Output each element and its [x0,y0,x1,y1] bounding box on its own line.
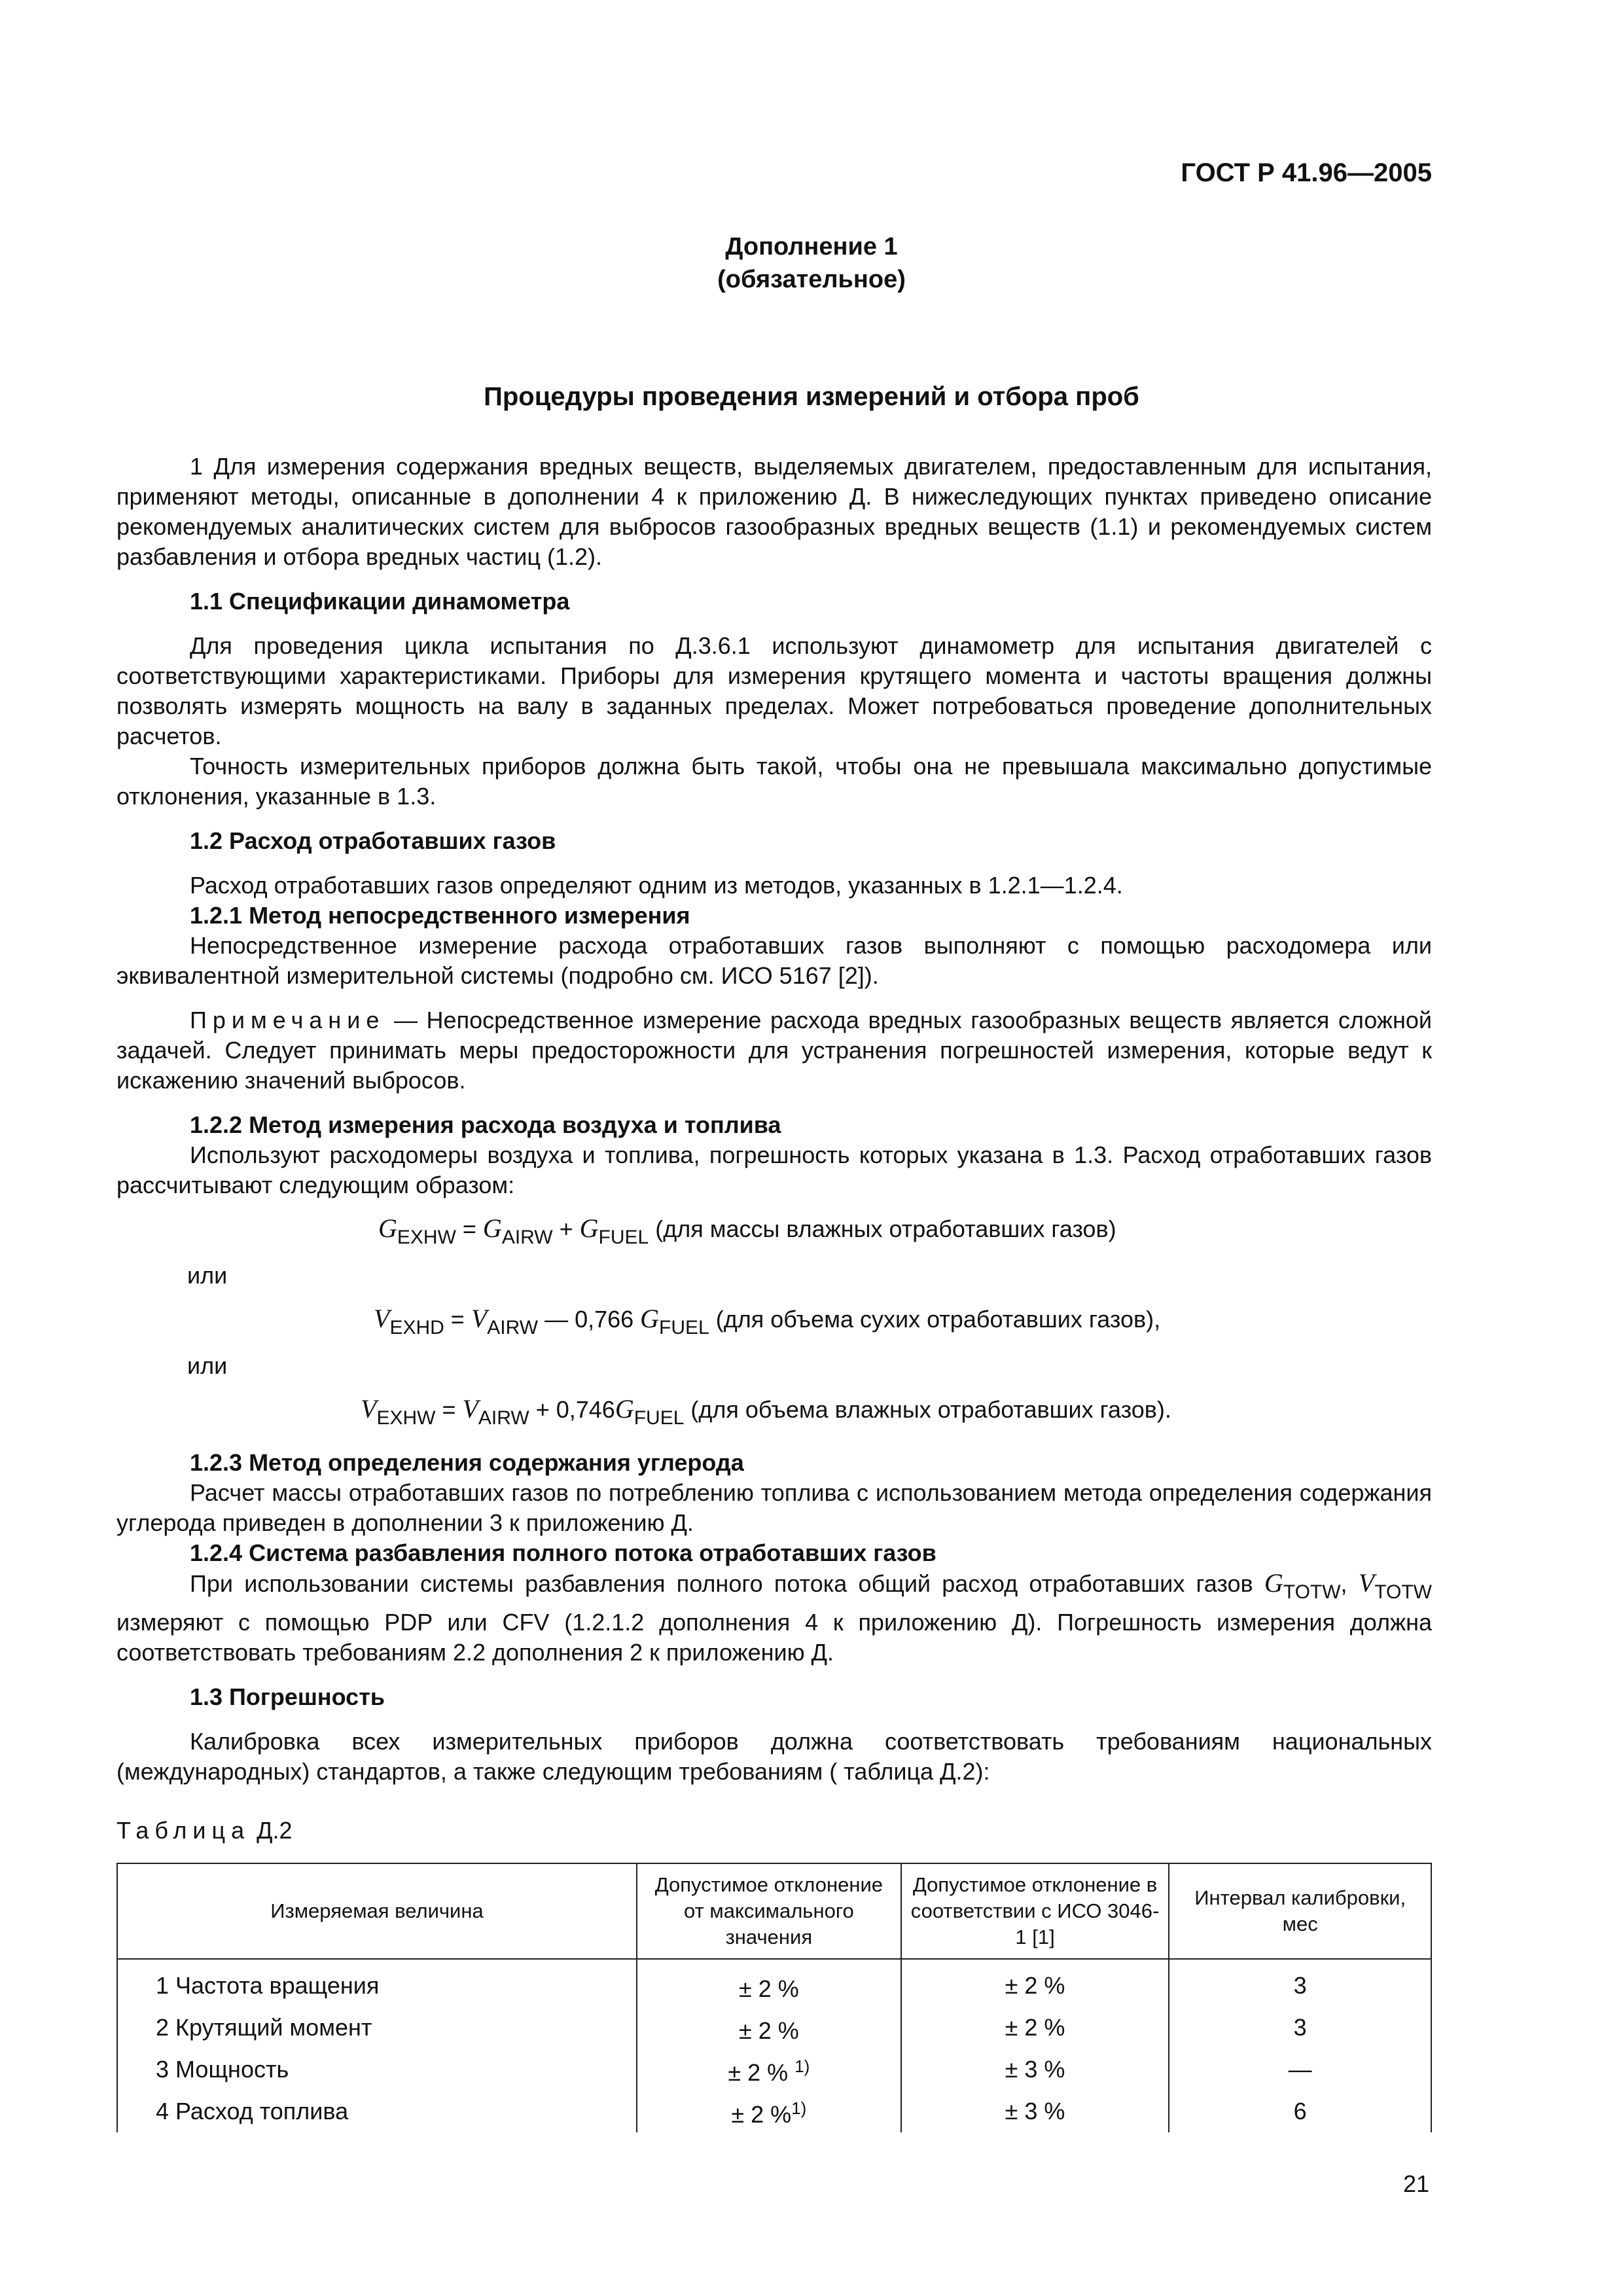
table-header-cell: Измеряемая величина [117,1863,637,1959]
document-code: ГОСТ Р 41.96—2005 [1181,158,1432,187]
paragraph-1-2-1: Непосредственное измерение расхода отработавших газов выполняют с помощью расходомера или эквивалентной измерительной системы (подробно см. ИСО 5167 [2]). [116,932,1432,989]
table-cell: ± 3 % [901,2049,1169,2090]
table-cell: 2 Крутящий момент [117,2007,637,2049]
table-header-cell: Допустимое отклонение в соответствии с ИСО 3046-1 [1] [901,1863,1169,1959]
table-cell: ± 3 % [901,2090,1169,2132]
annex-heading [0,230,1623,296]
calibration-table [116,1863,1432,2132]
table-cell: ± 2 % [901,1959,1169,2007]
table-cell: 1 Частота вращения [117,1959,637,2007]
table-cell: 4 Расход топлива [117,2090,637,2132]
footnote-mark: 1) [794,2056,810,2076]
formula-volume-dry: $V_{EXHD} = V_{AIRW}$ — 0,766 $G_{FUEL}$ (для объема сухих отработавших газов), [374,1304,1161,1338]
formula-volume-wet: $V_{EXHW} = V_{AIRW} + 0,746G_{FUEL}$ (для объема влажных отработавших газов). [361,1394,1171,1429]
table-row [117,2007,1431,2049]
or-connector-2: или [187,1352,228,1379]
heading-1-1: 1.1 Спецификации динамометра [190,588,570,615]
paragraph-1-1b: Точность измерительных приборов должна быть такой, чтобы она не превышала максимально допустимые отклонения, указанные в 1.3. [116,753,1432,810]
table-cell: ± 2 % [901,2007,1169,2049]
table-cell: ± 2 % $^{1)}$ [637,2049,901,2090]
table-row [117,2049,1431,2090]
paragraph-1-1a: Для проведения цикла испытания по Д.3.6.1 используют динамометр для испытания двигателей с соответствующими характеристиками. Приборы для измерения крутящего момента и частоты вращения должны позволять измерять мощность на валу в заданных пределах. Может потребоваться проведение дополнительных расчетов. [116,632,1432,749]
annex-title: Дополнение 1 [725,233,898,260]
document-body [116,452,1432,2132]
footnote-mark: 1) [791,2098,807,2118]
formula-mass-wet: $G_{EXHW} = G_{AIRW} + G_{FUEL}$ (для массы влажных отработавших газов) [378,1213,1116,1248]
table-cell: ± 2 %$^{1)}$ [637,2090,901,2132]
table-cell: ± 2 % [637,2007,901,2049]
table-cell: 3 Мощность [117,2049,637,2090]
section-title: Процедуры проведения измерений и отбора проб [484,382,1139,411]
paragraph-1-2: Расход отработавших газов определяют одним из методов, указанных в 1.2.1—1.2.4. [190,872,1123,899]
paragraph-1: 1 Для измерения содержания вредных веществ, выделяемых двигателем, предоставленным для испытания, применяют методы, описанные в дополнении 4 к приложению Д. В нижеследующих пунктах приведено описание рекомендуемых аналитических систем для выбросов газообразных вредных веществ (1.1) и рекомендуемых систем разбавления и отбора вредных частиц (1.2). [116,453,1432,570]
table-cell: 3 [1169,2007,1431,2049]
paragraph-1-2-2: Используют расходомеры воздуха и топлива, погрешность которых указана в 1.3. Расход отработавших газов рассчитывают следующим образом: [116,1141,1432,1198]
table-cell: ± 2 % [637,1959,901,2007]
heading-1-2-4: 1.2.4 Система разбавления полного потока отработавших газов [190,1539,936,1566]
annex-status: (обязательное) [717,266,906,293]
table-cell: 3 [1169,1959,1431,2007]
paragraph-1-2-4: При использовании системы разбавления полного потока общий расход отработавших газов $G_{TOTW}$, $V_{TOTW}$ измеряют с помощью PDP или CFV (1.2.1.2 дополнения 4 к приложению Д). Погрешность измерения должна соответствовать требованиям 2.2 дополнения 2 к приложению Д. [116,1568,1432,1666]
heading-1-2: 1.2 Расход отработавших газов [190,827,556,854]
table-row [117,2090,1431,2132]
table-row [117,1959,1431,2007]
note-text: — Непосредственное измерение расхода вредных газообразных веществ является сложной задачей. Следует принимать меры предосторожности для устранения погрешностей измерения, которые ведут к искажению значений выбросов. [116,1007,1432,1094]
note-label: Примечание [190,1007,385,1033]
or-connector-1: или [187,1262,228,1289]
paragraph-1-3: Калибровка всех измерительных приборов должна соответствовать требованиям национальных (международных) стандартов, а также следующим требованиям ( таблица Д.2): [116,1728,1432,1785]
table-header-row [117,1863,1431,1959]
page-number: 21 [1402,2170,1429,2197]
note [116,1005,1432,1096]
heading-1-2-1: 1.2.1 Метод непосредственного измерения [190,902,690,929]
table-caption: Таблица Д.2 [116,1817,293,1844]
table-cell: 6 [1169,2090,1431,2132]
heading-1-3: 1.3 Погрешность [190,1683,385,1710]
paragraph-1-2-3: Расчет массы отработавших газов по потреблению топлива с использованием метода определения содержания углерода приведен в дополнении 3 к приложению Д. [116,1479,1432,1536]
heading-1-2-2: 1.2.2 Метод измерения расхода воздуха и топлива [190,1111,781,1138]
table-header-cell: Допустимое отклонение от максимального значения [637,1863,901,1959]
table-header-cell: Интервал калибровки, мес [1169,1863,1431,1959]
heading-1-2-3: 1.2.3 Метод определения содержания углерода [190,1449,744,1476]
table-cell: — [1169,2049,1431,2090]
